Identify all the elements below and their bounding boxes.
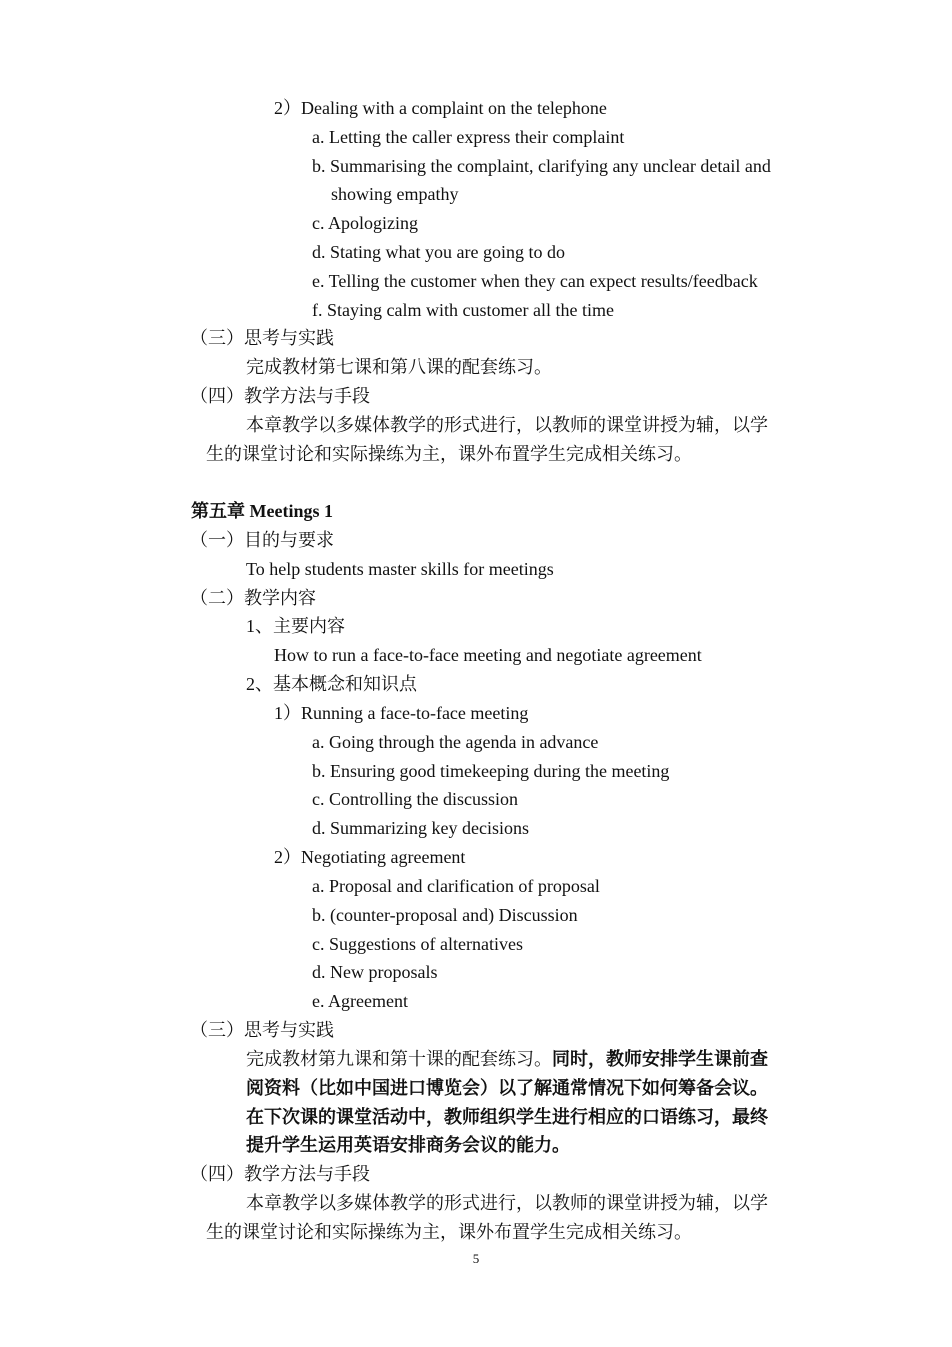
list-item: a. Proposal and clarification of proposal — [312, 876, 600, 896]
list-item: e. Agreement — [312, 991, 408, 1011]
method-text-line: 本章教学以多媒体教学的形式进行，以教师的课堂讲授为辅，以学 — [246, 415, 768, 435]
list-item: c. Suggestions of alternatives — [312, 934, 523, 954]
sub-heading-complaint: 2）Dealing with a complaint on the telephone — [274, 98, 607, 118]
goal-text: To help students master skills for meetings — [246, 559, 554, 579]
list-item: a. Letting the caller express their complaint — [312, 127, 625, 147]
section-heading-practice: （三）思考与实践 — [190, 1020, 334, 1040]
main-content-heading: 1、主要内容 — [246, 616, 345, 636]
practice-text-line — [246, 1047, 768, 1071]
section-heading-method: （四）教学方法与手段 — [190, 1164, 370, 1184]
sub-heading-meeting: 1）Running a face-to-face meeting — [274, 703, 529, 723]
list-item: a. Going through the agenda in advance — [312, 732, 599, 752]
main-content-text: How to run a face-to-face meeting and negotiate agreement — [274, 645, 702, 665]
list-item: d. Stating what you are going to do — [312, 242, 565, 262]
concepts-heading: 2、基本概念和知识点 — [246, 674, 417, 694]
method-text-line: 生的课堂讨论和实际操练为主，课外布置学生完成相关练习。 — [206, 1222, 692, 1242]
practice-text-normal: 完成教材第九课和第十课的配套练习。 — [246, 1049, 552, 1069]
list-item: d. Summarizing key decisions — [312, 818, 529, 838]
section-heading-method: （四）教学方法与手段 — [190, 386, 370, 406]
sub-heading-negotiating: 2）Negotiating agreement — [274, 847, 466, 867]
practice-text-bold: 同时，教师安排学生课前查 — [552, 1049, 768, 1069]
list-item: e. Telling the customer when they can expect results/feedback — [312, 271, 758, 291]
list-item: b. Summarising the complaint, clarifying any unclear detail and — [312, 156, 771, 176]
chapter-title: 第五章 Meetings 1 — [191, 501, 333, 521]
section-heading-goal: （一）目的与要求 — [190, 530, 334, 550]
section-heading-practice: （三）思考与实践 — [190, 328, 334, 348]
page-number: 5 — [472, 1251, 480, 1266]
list-item: d. New proposals — [312, 962, 438, 982]
method-text-line: 生的课堂讨论和实际操练为主，课外布置学生完成相关练习。 — [206, 444, 692, 464]
practice-text-line: 在下次课的课堂活动中，教师组织学生进行相应的口语练习，最终 — [246, 1107, 768, 1127]
list-item-continuation: showing empathy — [331, 184, 459, 204]
practice-text-line: 提升学生运用英语安排商务会议的能力。 — [246, 1135, 570, 1155]
practice-text-line: 阅资料（比如中国进口博览会）以了解通常情况下如何筹备会议。 — [246, 1078, 768, 1098]
list-item: b. (counter-proposal and) Discussion — [312, 905, 578, 925]
practice-text: 完成教材第七课和第八课的配套练习。 — [246, 357, 552, 377]
list-item: c. Apologizing — [312, 213, 418, 233]
method-text-line: 本章教学以多媒体教学的形式进行，以教师的课堂讲授为辅，以学 — [246, 1193, 768, 1213]
list-item: b. Ensuring good timekeeping during the meeting — [312, 761, 670, 781]
section-heading-content: （二）教学内容 — [190, 588, 316, 608]
list-item: c. Controlling the discussion — [312, 789, 518, 809]
list-item: f. Staying calm with customer all the time — [312, 300, 614, 320]
